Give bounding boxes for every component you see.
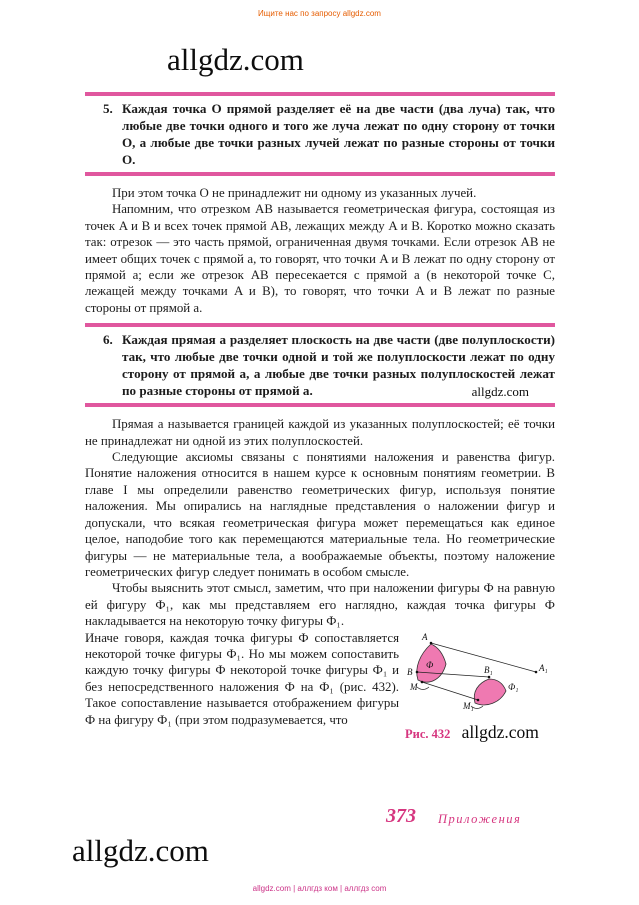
paragraph-mapping-continued-wrap [85, 630, 555, 742]
section-label: Приложения [438, 812, 522, 826]
label-B1: B₁ [484, 664, 493, 675]
label-B: B [407, 666, 413, 677]
axiom-5-number: 5. [103, 101, 113, 116]
axiom-6-block [85, 323, 555, 407]
label-M1: M₁ [463, 700, 474, 711]
axiom-5-text: Каждая точка O прямой разделяет её на две части (два луча) так, что любые две точки одного и того же луча лежат по одну сторону от точки O, а любые две точки разных лучей лежат по разные стороны от точки O. [122, 101, 555, 167]
paragraph-rays: При этом точка O не принадлежит ни одному из указанных лучей. [112, 186, 477, 200]
footer-links: allgdz.com | аллгдз ком | аллгдз com [252, 884, 387, 893]
axiom-6-number: 6. [103, 332, 113, 348]
paragraph-mapping-intro: Чтобы выяснить этот смысл, заметим, что при наложении фигуры Ф на равную ей фигуру Ф₁, как мы представляем его наглядно, каждая точка фигуры Ф накладывается на некоторую точку фигуры Ф₁. [85, 581, 555, 629]
watermark-top: allgdz.com [167, 42, 304, 77]
watermark-figure: allgdz.com [461, 721, 539, 742]
figure-caption: Рис. 432 [405, 726, 451, 741]
pink-rule-bottom [85, 403, 555, 407]
point-B [416, 670, 419, 673]
label-A: A [422, 631, 428, 642]
paragraph-mapping-continued: Иначе говоря, каждая точка фигуры Ф сопоставляется некоторой точке фигуры Ф₁. Но мы можем сопоставить каждую точку фигуры Ф некоторой точке фигуры Ф₁ и без непосредственного наложения Ф на Ф₁ (рис. 432). Такое сопоставление называется отображением фигуры Ф на фигуру Ф₁ (при этом подразумевается, что [85, 630, 399, 727]
point-A1 [535, 670, 538, 673]
label-A1: A₁ [539, 662, 548, 673]
figure-phi1-shape [474, 679, 506, 705]
pink-rule-bottom [85, 172, 555, 176]
label-Phi1: Ф₁ [508, 681, 519, 692]
page-content [85, 92, 555, 742]
line-M-M1 [422, 682, 478, 700]
axiom-6-text: Каждая прямая a разделяет плоскость на две части (две полуплоскости) так, что любые две точки одной и той же полуплоскости лежат по одну сторону от прямой a, а любые две точки разных полуплоскостей лежат по разные стороны от прямой a. [122, 332, 555, 399]
point-M1 [477, 698, 480, 701]
axiom-5-block [85, 92, 555, 176]
figure-caption-row [405, 721, 555, 742]
figure-432 [405, 630, 555, 742]
paragraph-superposition: Следующие аксиомы связаны с понятиями наложения и равенства фигур. Понятие наложения относится в нашем курсе к основным понятиям геометрии. В главе I мы определили равенство геометрических фигур, используя понятие наложения. Мы опирались на наглядные представления о наложении фигур и допускали, что всякая геометрическая фигура может перемещаться как единое целое, наподобие того как перемещаются материальные тела. Но геометрические фигуры — не материальные тела, а воображаемые объекты, поэтому наложение геометрических фигур следует понимать в особом смысле. [85, 450, 555, 579]
axiom-6-body [103, 331, 555, 400]
label-M: M [410, 681, 418, 692]
point-B1 [488, 675, 491, 678]
page-number: 373 [386, 805, 416, 827]
pink-rule-top [85, 323, 555, 327]
paragraph-segment-definition: Напомним, что отрезком AB называется геометрическая фигура, состоящая из точек A и B и всех точек прямой AB, лежащих между A и B. Коротко можно сказать так: отрезок — это часть прямой, ограниченная двумя точками. Если отрезок AB не имеет общих точек с прямой a, то говорят, что точки A и B лежат по одну сторону от прямой a; если же отрезок AB пересекается с прямой a (в некоторой точке C, лежащей между точками A и B), то говорят, что точки A и B лежат по разные стороны от прямой a. [85, 202, 555, 315]
point-M [421, 680, 424, 683]
figure-432-drawing [405, 630, 555, 722]
top-search-notice: Ищите нас по запросу allgdz.com [258, 9, 381, 18]
label-Phi: Ф [426, 659, 434, 670]
pink-rule-top [85, 92, 555, 96]
watermark-inline: allgdz.com [471, 384, 529, 400]
arc-at-M [417, 687, 429, 690]
point-A [430, 641, 433, 644]
watermark-bottom: allgdz.com [72, 833, 209, 868]
axiom-5-body [103, 100, 555, 168]
paragraph-boundary: Прямая a называется границей каждой из указанных полуплоскостей; её точки не принадлежат ни одной из этих полуплоскостей. [85, 417, 555, 448]
